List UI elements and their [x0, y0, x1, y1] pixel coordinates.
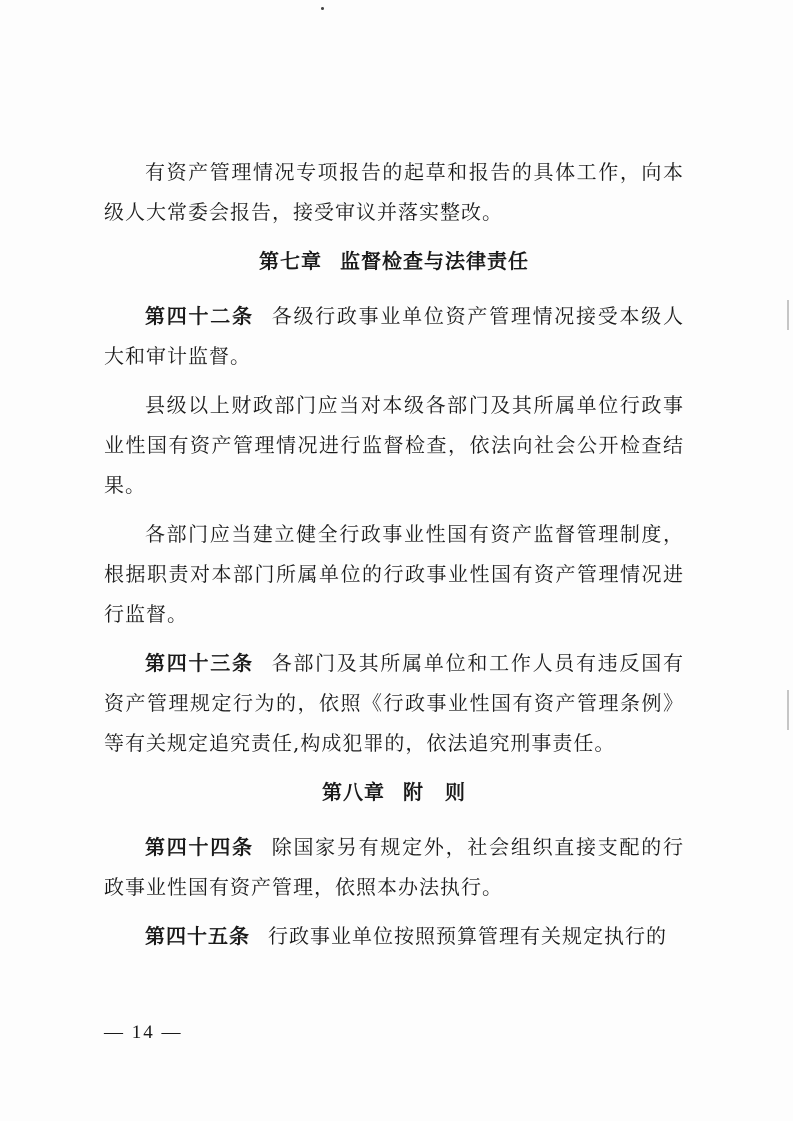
article-text: 除国家另有规定外，社会组织直接支配的行政事业性国有资产管理，依照本办法执行。	[104, 835, 685, 899]
chapter-heading-7	[104, 241, 684, 281]
article-42-paragraph-3: 各部门应当建立健全行政事业性国有资产监督管理制度，根据职责对本部门所属单位的行政事业性国有资产管理情况进行监督。	[104, 522, 684, 626]
article-43	[104, 643, 684, 763]
article-45	[104, 916, 684, 956]
scan-edge-mark	[787, 300, 789, 330]
chapter-heading-8	[104, 772, 684, 812]
body-text	[104, 152, 684, 965]
article-number: 第四十二条	[145, 304, 254, 328]
article-number: 第四十五条	[145, 924, 250, 948]
article-number: 第四十四条	[145, 835, 254, 859]
paragraph-continuation: 有资产管理情况专项报告的起草和报告的具体工作，向本级人大常委会报告，接受审议并落实整改。	[104, 160, 684, 224]
article-text: 各部门及其所属单位和工作人员有违反国有资产管理规定行为的，依照《行政事业性国有资产管理条例》等有关规定追究责任,构成犯罪的，依法追究刑事责任。	[104, 651, 685, 755]
scan-mark	[321, 7, 324, 10]
chapter-title: 附 则	[403, 780, 466, 804]
article-number: 第四十三条	[145, 651, 254, 675]
chapter-title: 监督检查与法律责任	[340, 249, 529, 273]
article-text: 各级行政事业单位资产管理情况接受本级人大和审计监督。	[104, 304, 685, 368]
article-42	[104, 296, 684, 376]
page-number: — 14 —	[104, 1022, 183, 1043]
chapter-number: 第七章	[259, 249, 322, 273]
chapter-number: 第八章	[322, 780, 385, 804]
article-44	[104, 827, 684, 907]
article-text: 行政事业单位按照预算管理有关规定执行的	[268, 924, 667, 948]
article-42-paragraph-2: 县级以上财政部门应当对本级各部门及其所属单位行政事业性国有资产管理情况进行监督检查，依法向社会公开检查结果。	[104, 393, 684, 497]
scan-edge-mark	[787, 690, 789, 730]
